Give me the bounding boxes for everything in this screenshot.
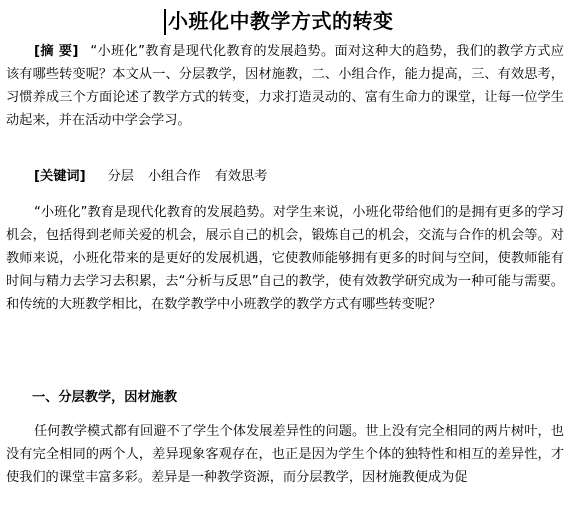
section-paragraph: 任何教学模式都有回避不了学生个体发展差异性的问题。世上没有完全相同的两片树叶，也没有完全相同的两个人，差异现象客观存在，也正是因为学生个体的独特性和相互的差异性，才使我们的课堂丰富多彩。差异是一种教学资源，而分层教学，因材施教便成为促 bbox=[6, 424, 564, 485]
keyword-item: 有效思考 bbox=[214, 169, 268, 184]
keyword-item: 分层 bbox=[107, 169, 134, 184]
keywords-line bbox=[34, 165, 570, 188]
abstract-text: “小班化”教育是现代化教育的发展趋势。面对这种大的趋势，我们的教学方式应该有哪些转变呢？本文从一、分层教学，因材施教，二、小组合作，能力提高，三、有效思考，习惯养成三个方面论述了教学方式的转变，力求打造灵动的、富有生命力的课堂，让每一位学生动起来，并在活动中学会学习。 bbox=[6, 44, 564, 128]
section-heading: 一、分层教学，因材施教 bbox=[32, 390, 178, 405]
text-cursor bbox=[164, 9, 166, 35]
keyword-item: 小组合作 bbox=[148, 169, 201, 184]
abstract-paragraph bbox=[6, 40, 564, 132]
abstract-label: [摘 要] bbox=[34, 44, 79, 59]
keywords-label: [关键词] bbox=[34, 169, 86, 184]
document-title: 小班化中教学方式的转变 bbox=[168, 9, 394, 33]
intro-paragraph: “小班化”教育是现代化教育的发展趋势。对学生来说，小班化带给他们的是拥有更多的学习机会，包括得到老师关爱的机会，展示自己的机会，锻炼自己的机会，交流与合作的机会等。对教师来说，小班化带来的是更好的发展机遇，它使教师能够拥有更多的时间与空间，使教师能有时间与精力去学习去积累，去“分析与反思”自己的教学，使有效教学研究成为一种可能与需要。和传统的大班教学相比，在数学教学中小班教学的教学方式有哪些转变呢？ bbox=[6, 205, 564, 312]
